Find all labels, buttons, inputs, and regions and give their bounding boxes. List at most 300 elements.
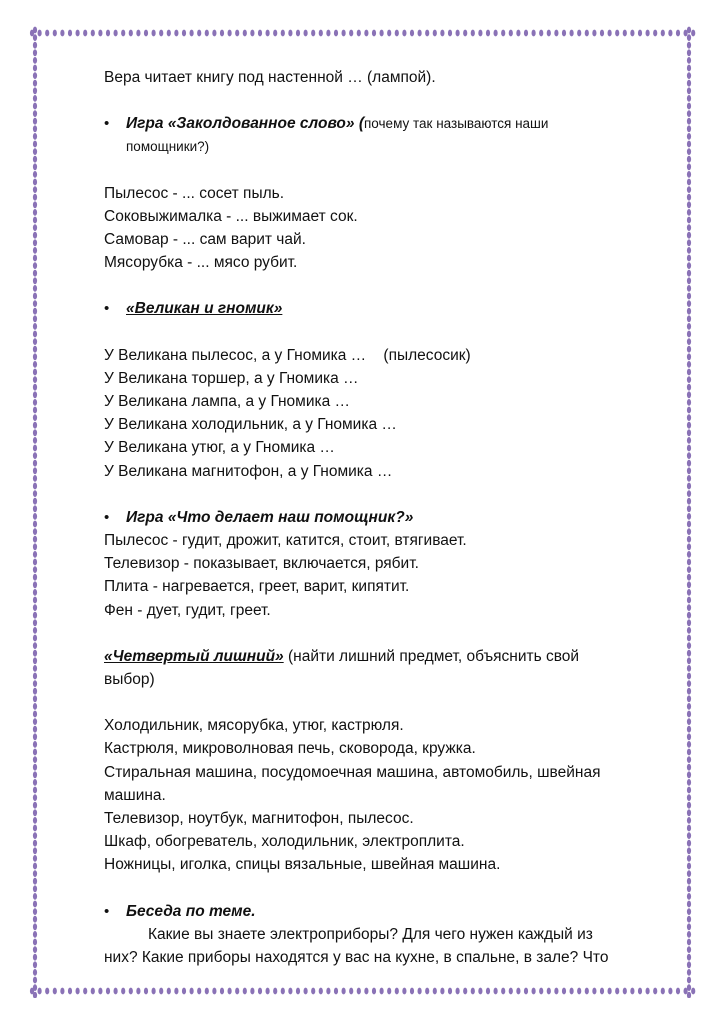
border-drop bbox=[425, 30, 429, 37]
border-drop bbox=[33, 870, 37, 877]
border-drop bbox=[524, 30, 528, 37]
border-drop bbox=[687, 961, 691, 968]
border-drop bbox=[395, 988, 399, 995]
border-drop bbox=[33, 437, 37, 444]
border-drop bbox=[687, 954, 691, 961]
border-drop bbox=[33, 840, 37, 847]
border-drop bbox=[33, 338, 37, 345]
border-drop bbox=[623, 988, 627, 995]
border-drop bbox=[349, 30, 353, 37]
border-drop bbox=[687, 946, 691, 953]
border-drop bbox=[687, 832, 691, 839]
border-drop bbox=[687, 376, 691, 383]
border-drop bbox=[311, 988, 315, 995]
border-drop bbox=[33, 619, 37, 626]
border-drop bbox=[687, 756, 691, 763]
border-drop bbox=[687, 384, 691, 391]
border-drop bbox=[304, 30, 308, 37]
border-drop bbox=[33, 270, 37, 277]
border-drop bbox=[687, 247, 691, 254]
border-drop bbox=[205, 988, 209, 995]
border-drop bbox=[687, 855, 691, 862]
border-drop bbox=[687, 749, 691, 756]
border-drop bbox=[33, 756, 37, 763]
border-drop bbox=[471, 988, 475, 995]
border-drop bbox=[687, 870, 691, 877]
text-line: Кастрюля, микроволновая печь, сковорода, кружка. bbox=[104, 740, 476, 758]
border-drop bbox=[33, 923, 37, 930]
border-drop bbox=[33, 612, 37, 619]
border-drop bbox=[687, 718, 691, 725]
border-drop bbox=[33, 224, 37, 231]
border-drop bbox=[228, 30, 232, 37]
section-title: «Великан и гномик» bbox=[126, 300, 283, 318]
border-drop bbox=[33, 308, 37, 315]
border-drop bbox=[380, 988, 384, 995]
border-drop bbox=[319, 988, 323, 995]
border-drop bbox=[33, 589, 37, 596]
border-drop bbox=[33, 521, 37, 528]
border-drop bbox=[364, 988, 368, 995]
border-drop bbox=[687, 293, 691, 300]
bullet-icon: • bbox=[104, 508, 110, 526]
border-drop bbox=[687, 361, 691, 368]
border-drop bbox=[577, 988, 581, 995]
border-drop bbox=[410, 30, 414, 37]
border-drop bbox=[687, 847, 691, 854]
border-drop bbox=[539, 988, 543, 995]
border-drop bbox=[687, 612, 691, 619]
border-drop bbox=[33, 72, 37, 79]
border-drop bbox=[33, 429, 37, 436]
border-drop bbox=[687, 407, 691, 414]
border-drop bbox=[33, 384, 37, 391]
section-fourth-extra bbox=[104, 645, 664, 668]
border-drop bbox=[676, 988, 680, 995]
border-drop bbox=[687, 992, 691, 998]
border-drop bbox=[687, 338, 691, 345]
border-drop bbox=[33, 832, 37, 839]
text-line: машина. bbox=[104, 786, 166, 804]
border-drop bbox=[687, 369, 691, 376]
border-drop bbox=[33, 118, 37, 125]
border-drop bbox=[33, 110, 37, 117]
border-drop bbox=[433, 30, 437, 37]
border-drop bbox=[33, 217, 37, 224]
border-drop bbox=[76, 988, 80, 995]
border-drop bbox=[501, 30, 505, 37]
border-drop bbox=[33, 331, 37, 338]
border-drop bbox=[33, 802, 37, 809]
border-drop bbox=[33, 673, 37, 680]
border-drop bbox=[114, 988, 118, 995]
border-drop bbox=[687, 680, 691, 687]
border-drop bbox=[212, 988, 216, 995]
border-drop bbox=[33, 399, 37, 406]
border-drop bbox=[33, 156, 37, 163]
border-drop bbox=[687, 224, 691, 231]
section-note: помощники?) bbox=[126, 139, 210, 155]
border-drop bbox=[357, 30, 361, 37]
border-drop bbox=[68, 988, 72, 995]
border-drop bbox=[615, 30, 619, 37]
border-drop bbox=[235, 30, 239, 37]
border-drop bbox=[33, 414, 37, 421]
border-drop bbox=[687, 695, 691, 702]
border-drop bbox=[258, 30, 262, 37]
border-drop bbox=[687, 467, 691, 474]
border-drop bbox=[687, 977, 691, 984]
border-drop bbox=[98, 30, 102, 37]
border-drop bbox=[387, 988, 391, 995]
border-drop bbox=[266, 30, 270, 37]
border-drop bbox=[33, 148, 37, 155]
border-drop bbox=[33, 931, 37, 938]
border-drop bbox=[402, 30, 406, 37]
border-drop bbox=[33, 49, 37, 56]
border-drop bbox=[687, 460, 691, 467]
border-drop bbox=[212, 30, 216, 37]
border-drop bbox=[547, 30, 551, 37]
border-drop bbox=[33, 954, 37, 961]
border-drop bbox=[33, 80, 37, 87]
border-drop bbox=[121, 988, 125, 995]
border-drop bbox=[33, 604, 37, 611]
border-drop bbox=[33, 57, 37, 64]
border-drop bbox=[167, 988, 171, 995]
border-drop bbox=[33, 483, 37, 490]
border-drop bbox=[33, 635, 37, 642]
border-drop bbox=[687, 399, 691, 406]
border-drop bbox=[33, 551, 37, 558]
border-drop bbox=[687, 156, 691, 163]
border-drop bbox=[570, 30, 574, 37]
border-drop bbox=[554, 30, 558, 37]
border-drop bbox=[456, 988, 460, 995]
text-line: Телевизор - показывает, включается, рябит. bbox=[104, 555, 419, 573]
border-drop bbox=[687, 703, 691, 710]
section-discussion bbox=[104, 900, 664, 923]
border-drop bbox=[687, 270, 691, 277]
border-drop bbox=[68, 30, 72, 37]
border-drop bbox=[33, 467, 37, 474]
border-drop bbox=[182, 30, 186, 37]
border-drop bbox=[342, 988, 346, 995]
border-drop bbox=[687, 209, 691, 216]
border-drop bbox=[167, 30, 171, 37]
border-drop bbox=[687, 133, 691, 140]
decorative-border-bottom bbox=[28, 984, 696, 998]
border-drop bbox=[33, 422, 37, 429]
text-line: Фен - дует, гудит, греет. bbox=[104, 601, 271, 619]
border-drop bbox=[687, 323, 691, 330]
border-drop bbox=[243, 30, 247, 37]
border-drop bbox=[33, 916, 37, 923]
border-drop bbox=[220, 988, 224, 995]
border-drop bbox=[174, 30, 178, 37]
border-drop bbox=[243, 988, 247, 995]
border-drop bbox=[33, 346, 37, 353]
border-drop bbox=[687, 688, 691, 695]
border-drop bbox=[585, 30, 589, 37]
border-drop bbox=[250, 988, 254, 995]
border-drop bbox=[33, 559, 37, 566]
border-drop bbox=[33, 95, 37, 102]
border-drop bbox=[60, 988, 64, 995]
border-drop bbox=[91, 988, 95, 995]
border-drop bbox=[33, 825, 37, 832]
border-drop bbox=[687, 878, 691, 885]
border-drop bbox=[486, 988, 490, 995]
border-drop bbox=[687, 308, 691, 315]
border-drop bbox=[296, 30, 300, 37]
border-drop bbox=[33, 353, 37, 360]
text-line: Соковыжималка - ... выжимает сок. bbox=[104, 207, 358, 225]
border-drop bbox=[687, 422, 691, 429]
text-line: них? Какие приборы находятся у вас на кухне, в спальне, в зале? Что bbox=[104, 949, 609, 967]
text-line: Шкаф, обогреватель, холодильник, электроплита. bbox=[104, 833, 465, 851]
bullet-icon: • bbox=[104, 300, 110, 318]
border-drop bbox=[608, 30, 612, 37]
border-drop bbox=[463, 30, 467, 37]
border-drop bbox=[33, 42, 37, 49]
border-drop bbox=[33, 293, 37, 300]
border-drop bbox=[532, 988, 536, 995]
border-drop bbox=[687, 414, 691, 421]
border-drop bbox=[646, 30, 650, 37]
border-drop bbox=[687, 802, 691, 809]
border-drop bbox=[45, 988, 49, 995]
border-drop bbox=[273, 988, 277, 995]
text-line: Стиральная машина, посудомоечная машина, автомобиль, швейная bbox=[104, 763, 601, 781]
border-drop bbox=[33, 407, 37, 414]
border-drop bbox=[152, 988, 156, 995]
border-drop bbox=[33, 475, 37, 482]
section-title: «Четвертый лишний» bbox=[104, 647, 284, 665]
text-line: У Великана магнитофон, а у Гномика … bbox=[104, 462, 393, 480]
border-drop bbox=[33, 794, 37, 801]
border-drop bbox=[106, 30, 110, 37]
border-drop bbox=[547, 988, 551, 995]
border-drop bbox=[334, 988, 338, 995]
border-drop bbox=[33, 627, 37, 634]
border-drop bbox=[190, 988, 194, 995]
border-drop bbox=[418, 988, 422, 995]
border-drop bbox=[687, 194, 691, 201]
border-drop bbox=[33, 779, 37, 786]
border-drop bbox=[281, 30, 285, 37]
decorative-border-right bbox=[682, 26, 696, 998]
border-drop bbox=[687, 57, 691, 64]
border-drop bbox=[258, 988, 262, 995]
border-drop bbox=[250, 30, 254, 37]
border-drop bbox=[687, 300, 691, 307]
border-drop bbox=[33, 855, 37, 862]
border-drop bbox=[33, 946, 37, 953]
text-line: Холодильник, мясорубка, утюг, кастрюля. bbox=[104, 717, 404, 735]
border-drop bbox=[668, 30, 672, 37]
border-drop bbox=[159, 30, 163, 37]
border-drop bbox=[319, 30, 323, 37]
border-drop bbox=[630, 988, 634, 995]
border-drop bbox=[33, 179, 37, 186]
section-note: (найти лишний предмет, объяснить свой bbox=[283, 647, 580, 665]
border-drop bbox=[342, 30, 346, 37]
border-drop bbox=[687, 201, 691, 208]
border-drop bbox=[33, 323, 37, 330]
border-drop bbox=[311, 30, 315, 37]
border-drop bbox=[687, 171, 691, 178]
border-drop bbox=[33, 141, 37, 148]
border-drop bbox=[687, 277, 691, 284]
border-drop bbox=[687, 551, 691, 558]
border-drop bbox=[509, 30, 513, 37]
border-drop bbox=[83, 988, 87, 995]
border-drop bbox=[33, 885, 37, 892]
border-drop bbox=[562, 988, 566, 995]
border-drop bbox=[585, 988, 589, 995]
border-drop bbox=[494, 988, 498, 995]
border-drop bbox=[33, 984, 37, 991]
border-drop bbox=[174, 988, 178, 995]
border-drop bbox=[463, 988, 467, 995]
border-drop bbox=[205, 30, 209, 37]
border-drop bbox=[600, 30, 604, 37]
border-drop bbox=[418, 30, 422, 37]
border-drop bbox=[33, 597, 37, 604]
border-drop bbox=[687, 103, 691, 110]
border-drop bbox=[687, 893, 691, 900]
border-drop bbox=[570, 988, 574, 995]
border-drop bbox=[33, 262, 37, 269]
border-drop bbox=[687, 885, 691, 892]
border-drop bbox=[687, 148, 691, 155]
border-drop bbox=[687, 604, 691, 611]
border-drop bbox=[687, 597, 691, 604]
border-drop bbox=[425, 988, 429, 995]
border-drop bbox=[33, 163, 37, 170]
border-drop bbox=[33, 969, 37, 976]
border-drop bbox=[410, 988, 414, 995]
border-drop bbox=[687, 733, 691, 740]
border-drop bbox=[114, 30, 118, 37]
bullet-icon: • bbox=[104, 902, 110, 920]
border-drop bbox=[687, 483, 691, 490]
border-drop bbox=[33, 642, 37, 649]
border-drop bbox=[33, 574, 37, 581]
border-drop bbox=[33, 277, 37, 284]
border-drop bbox=[159, 988, 163, 995]
border-drop bbox=[638, 30, 642, 37]
border-drop bbox=[448, 988, 452, 995]
border-drop bbox=[630, 30, 634, 37]
border-drop bbox=[687, 673, 691, 680]
border-drop bbox=[687, 118, 691, 125]
border-drop bbox=[494, 30, 498, 37]
border-drop bbox=[687, 262, 691, 269]
border-drop bbox=[98, 988, 102, 995]
border-drop bbox=[687, 285, 691, 292]
text-line: У Великана холодильник, а у Гномика … bbox=[104, 416, 397, 434]
border-drop bbox=[687, 65, 691, 72]
border-drop bbox=[33, 680, 37, 687]
border-drop bbox=[33, 445, 37, 452]
border-drop bbox=[357, 988, 361, 995]
text-line: Мясорубка - ... мясо рубит. bbox=[104, 254, 298, 272]
border-drop bbox=[623, 30, 627, 37]
border-drop bbox=[687, 239, 691, 246]
border-drop bbox=[281, 988, 285, 995]
border-drop bbox=[554, 988, 558, 995]
border-drop bbox=[608, 988, 612, 995]
border-drop bbox=[33, 247, 37, 254]
border-drop bbox=[687, 787, 691, 794]
border-drop bbox=[687, 764, 691, 771]
border-drop bbox=[33, 718, 37, 725]
border-drop bbox=[33, 186, 37, 193]
border-drop bbox=[687, 490, 691, 497]
border-drop bbox=[326, 988, 330, 995]
border-drop bbox=[687, 619, 691, 626]
border-drop bbox=[136, 988, 140, 995]
text-line: Пылесос - гудит, дрожит, катится, стоит, втягивает. bbox=[104, 532, 467, 550]
border-drop bbox=[687, 232, 691, 239]
border-drop bbox=[288, 30, 292, 37]
border-drop bbox=[33, 505, 37, 512]
section-what-does-helper-do bbox=[104, 506, 664, 529]
border-drop bbox=[440, 988, 444, 995]
border-drop bbox=[304, 988, 308, 995]
border-drop bbox=[372, 30, 376, 37]
border-drop bbox=[152, 30, 156, 37]
text-line: Вера читает книгу под настенной … (лампой). bbox=[104, 69, 436, 86]
border-drop bbox=[33, 688, 37, 695]
border-drop bbox=[33, 536, 37, 543]
decorative-border-top bbox=[28, 26, 696, 40]
border-drop bbox=[687, 581, 691, 588]
border-drop bbox=[524, 988, 528, 995]
border-drop bbox=[687, 315, 691, 322]
border-drop bbox=[395, 30, 399, 37]
border-drop bbox=[296, 988, 300, 995]
border-drop bbox=[33, 893, 37, 900]
border-drop bbox=[687, 566, 691, 573]
border-drop bbox=[592, 988, 596, 995]
border-drop bbox=[182, 988, 186, 995]
border-drop bbox=[687, 179, 691, 186]
border-drop bbox=[456, 30, 460, 37]
border-drop bbox=[687, 87, 691, 94]
border-drop bbox=[653, 988, 657, 995]
border-drop bbox=[33, 817, 37, 824]
border-drop bbox=[33, 513, 37, 520]
border-drop bbox=[661, 30, 665, 37]
border-drop bbox=[687, 809, 691, 816]
border-drop bbox=[144, 988, 148, 995]
border-drop bbox=[687, 657, 691, 664]
border-drop bbox=[33, 103, 37, 110]
border-drop bbox=[380, 30, 384, 37]
border-drop bbox=[687, 908, 691, 915]
bullet-icon: • bbox=[104, 115, 110, 133]
border-drop bbox=[33, 239, 37, 246]
border-drop bbox=[129, 988, 133, 995]
border-drop bbox=[33, 285, 37, 292]
border-drop bbox=[33, 369, 37, 376]
border-drop bbox=[687, 817, 691, 824]
border-drop bbox=[687, 574, 691, 581]
border-drop bbox=[33, 977, 37, 984]
